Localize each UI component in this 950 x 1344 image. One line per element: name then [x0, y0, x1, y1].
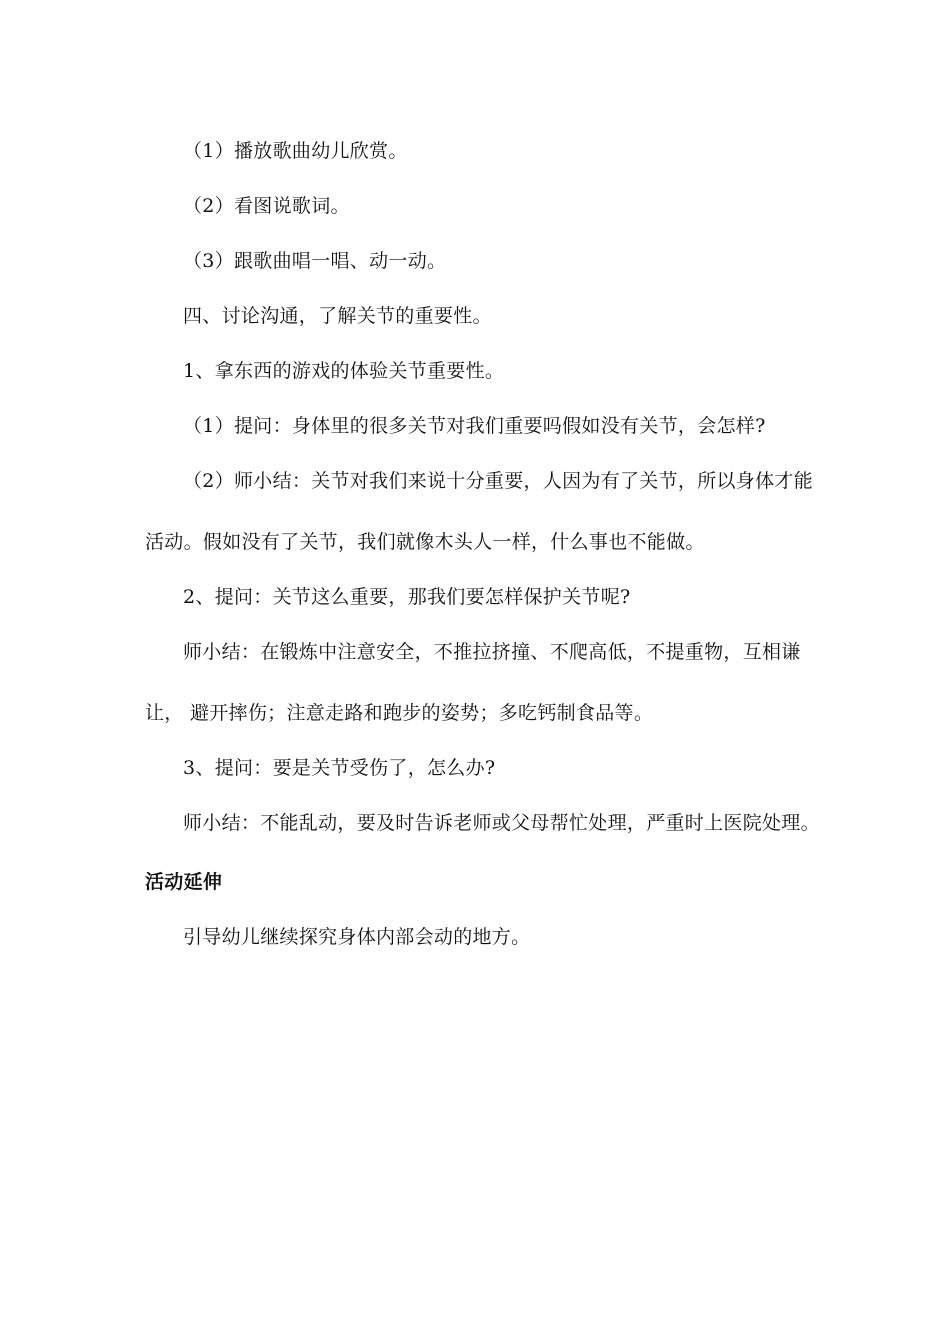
- question-3: 3、提问：要是关节受伤了，怎么办?: [183, 757, 496, 779]
- song-step-2: （2）看图说歌词。: [183, 195, 350, 217]
- section-heading-extension: 活动延伸: [145, 871, 223, 893]
- summary-3: 师小结：不能乱动，要及时告诉老师或父母帮忙处理，严重时上医院处理。: [183, 812, 820, 834]
- summary-1-line-2: 活动。假如没有了关节，我们就像木头人一样，什么事也不能做。: [145, 531, 705, 553]
- summary-1-line-1: （2）师小结：关节对我们来说十分重要，人因为有了关节，所以身体才能: [183, 470, 813, 492]
- question-2: 2、提问：关节这么重要，那我们要怎样保护关节呢?: [183, 586, 631, 608]
- summary-2-line-2: 让， 避开摔伤；注意走路和跑步的姿势；多吃钙制食品等。: [145, 702, 654, 724]
- question-1: （1）提问：身体里的很多关节对我们重要吗假如没有关节，会怎样?: [183, 415, 766, 437]
- song-step-1: （1）播放歌曲幼儿欣赏。: [183, 140, 408, 162]
- extension-text: 引导幼儿继续探究身体内部会动的地方。: [183, 926, 531, 948]
- game-item-1: 1、拿东西的游戏的体验关节重要性。: [183, 360, 505, 382]
- song-step-3: （3）跟歌曲唱一唱、动一动。: [183, 250, 447, 272]
- section-four-title: 四、讨论沟通，了解关节的重要性。: [183, 305, 492, 327]
- summary-2-line-1: 师小结：在锻炼中注意安全，不推拉挤撞、不爬高低，不提重物，互相谦: [183, 641, 801, 663]
